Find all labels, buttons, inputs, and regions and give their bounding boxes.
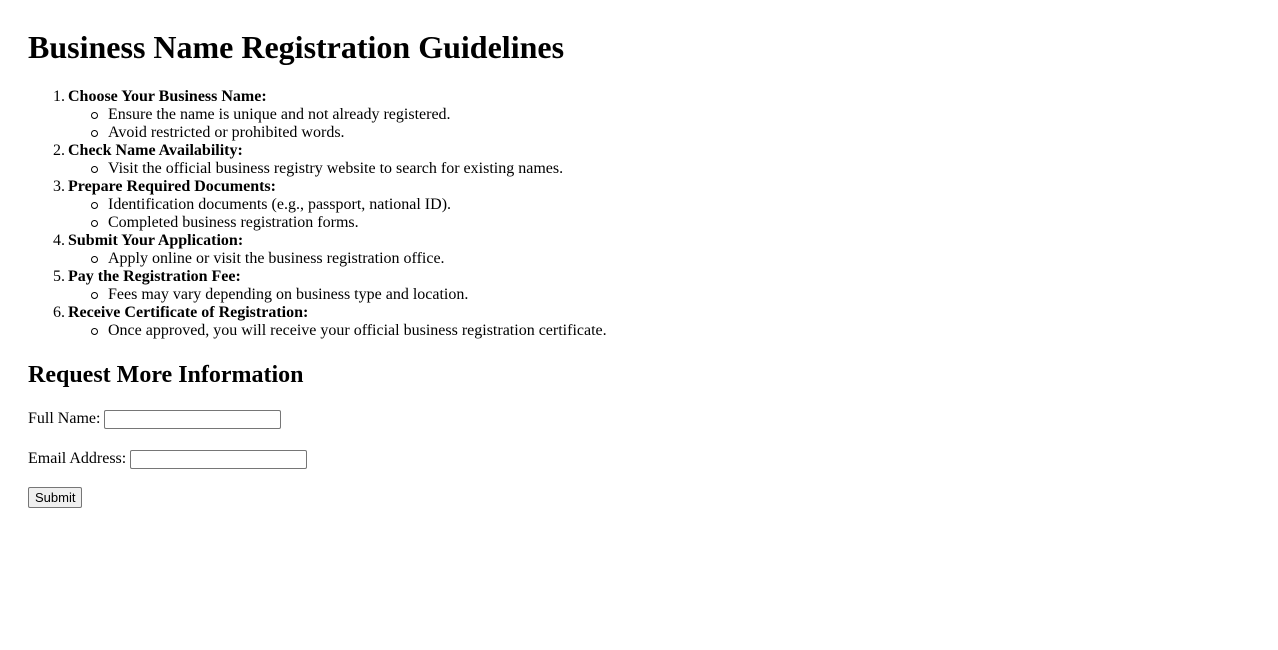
step-details <box>68 106 1268 142</box>
step-title: Submit Your Application: <box>68 232 244 249</box>
step-detail-item <box>108 106 1268 124</box>
step-title: Pay the Registration Fee: <box>68 268 241 285</box>
page-title: Business Name Registration Guidelines <box>28 29 565 65</box>
circle-bullet-icon <box>91 220 98 227</box>
step-title: Prepare Required Documents: <box>68 178 276 195</box>
step-details <box>68 322 1268 340</box>
step-detail-item <box>108 322 1268 340</box>
step-detail-item <box>108 250 1268 268</box>
full-name-input[interactable] <box>104 410 281 429</box>
step-number: 3. <box>53 178 65 195</box>
full-name-label: Full Name: <box>28 410 101 427</box>
circle-bullet-icon <box>91 202 98 209</box>
step-detail-item <box>108 196 1268 214</box>
circle-bullet-icon <box>91 112 98 119</box>
circle-bullet-icon <box>91 256 98 263</box>
step-number: 5. <box>53 268 65 285</box>
step-details <box>68 250 1268 268</box>
step-details <box>68 286 1268 304</box>
step-detail-text: Once approved, you will receive your official business registration certificate. <box>108 322 607 339</box>
step-title: Check Name Availability: <box>68 142 243 159</box>
step-detail-item <box>108 124 1268 142</box>
step-details <box>68 196 1268 232</box>
step-number: 1. <box>53 88 65 105</box>
guidelines-list <box>28 88 1268 340</box>
guideline-step <box>53 268 1268 304</box>
email-row <box>28 448 1268 470</box>
form-heading: Request More Information <box>28 362 304 388</box>
step-detail-item <box>108 286 1268 304</box>
full-name-row <box>28 408 1268 430</box>
step-number: 4. <box>53 232 65 249</box>
step-detail-text: Visit the official business registry website to search for existing names. <box>108 160 564 177</box>
step-detail-text: Identification documents (e.g., passport, national ID). <box>108 196 452 213</box>
circle-bullet-icon <box>91 130 98 137</box>
step-detail-text: Apply online or visit the business registration office. <box>108 250 445 267</box>
circle-bullet-icon <box>91 166 98 173</box>
email-label: Email Address: <box>28 450 127 467</box>
guideline-step <box>53 88 1268 142</box>
step-title: Receive Certificate of Registration: <box>68 304 309 321</box>
step-detail-item <box>108 214 1268 232</box>
submit-row <box>28 487 1268 508</box>
page-container <box>28 0 1268 508</box>
info-request-form <box>28 408 1268 508</box>
guideline-step <box>53 178 1268 232</box>
step-detail-text: Ensure the name is unique and not already registered. <box>108 106 451 123</box>
circle-bullet-icon <box>91 292 98 299</box>
submit-button[interactable]: Submit <box>28 487 82 508</box>
step-detail-text: Avoid restricted or prohibited words. <box>108 124 345 141</box>
step-number: 6. <box>53 304 65 321</box>
guideline-step <box>53 232 1268 268</box>
guideline-step <box>53 142 1268 178</box>
guideline-step <box>53 304 1268 340</box>
step-title: Choose Your Business Name: <box>68 88 267 105</box>
step-details <box>68 160 1268 178</box>
step-detail-text: Completed business registration forms. <box>108 214 359 231</box>
step-number: 2. <box>53 142 65 159</box>
circle-bullet-icon <box>91 328 98 335</box>
step-detail-text: Fees may vary depending on business type and location. <box>108 286 469 303</box>
step-detail-item <box>108 160 1268 178</box>
email-input[interactable] <box>130 450 307 469</box>
